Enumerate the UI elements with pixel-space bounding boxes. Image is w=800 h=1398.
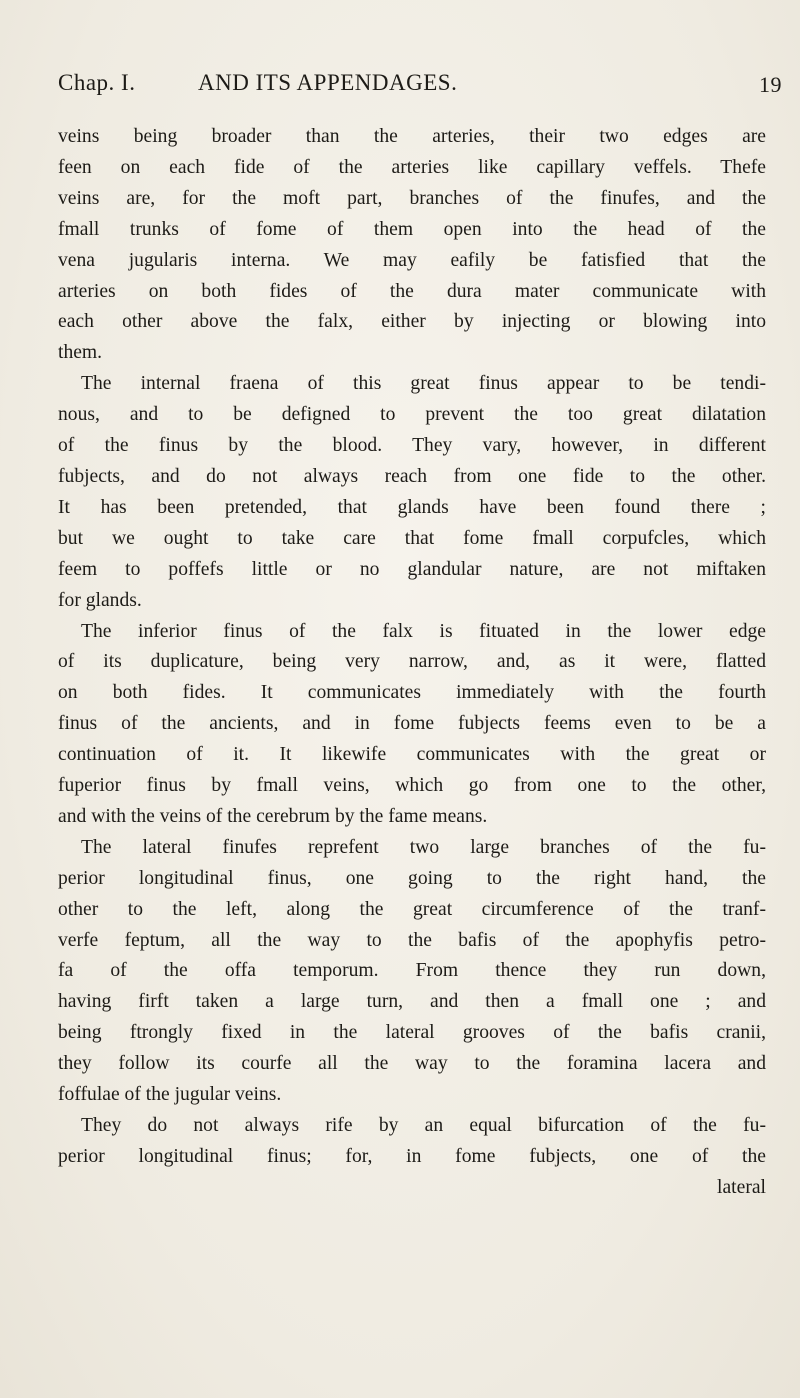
text-line: The internal fraena of this great finus appear to be tendi- — [81, 373, 766, 395]
text-line: veins are, for the moft part, branches of the finufes, and the — [58, 187, 766, 209]
text-line: fmall trunks of fome of them open into the head of the — [58, 218, 766, 240]
text-line: The inferior finus of the falx is fituated in the lower edge — [81, 620, 766, 642]
catchword: lateral — [717, 1176, 766, 1198]
body-text — [58, 122, 766, 1204]
text-line: and with the veins of the cerebrum by the fame means. — [58, 805, 488, 827]
page-number: 19 — [759, 72, 782, 97]
text-line: on both fides. It communicates immediately with the fourth — [58, 682, 766, 704]
text-line: vena jugularis interna. We may eafily be fatisfied that the — [58, 249, 766, 271]
paragraph — [58, 122, 766, 369]
chapter-label: Chap. I. — [58, 70, 136, 95]
text-line: perior longitudinal finus; for, in fome fubjects, one of the — [58, 1145, 766, 1167]
text-line: each other above the falx, either by injecting or blowing into — [58, 311, 766, 333]
text-line: perior longitudinal finus, one going to the right hand, the — [58, 867, 766, 889]
text-line: them. — [58, 342, 103, 364]
text-line: but we ought to take care that fome fmall corpufcles, which — [58, 527, 766, 549]
text-line: fa of the offa temporum. From thence they run down, — [58, 960, 766, 982]
text-line: other to the left, along the great circumference of the tranf- — [58, 898, 766, 920]
text-line: fubjects, and do not always reach from one fide to the other. — [58, 465, 766, 487]
text-line: having firft taken a large turn, and then a fmall one ; and — [58, 991, 766, 1013]
text-line: finus of the ancients, and in fome fubjects feems even to be a — [58, 713, 766, 735]
paragraph — [58, 833, 766, 1111]
text-line: foffulae of the jugular veins. — [58, 1084, 282, 1106]
text-line: They do not always rife by an equal bifurcation of the fu- — [81, 1115, 766, 1136]
text-line: feen on each fide of the arteries like capillary veffels. Thefe — [58, 156, 766, 178]
text-line: nous, and to be defigned to prevent the too great dilatation — [58, 404, 766, 426]
text-line: veins being broader than the arteries, their two edges are — [58, 126, 766, 147]
text-line: of its duplicature, being very narrow, and, as it were, flatted — [58, 651, 766, 673]
paragraph — [58, 617, 766, 833]
text-line: of the finus by the blood. They vary, however, in different — [58, 435, 766, 457]
running-header — [58, 70, 782, 104]
text-line: fuperior finus by fmall veins, which go from one to the other, — [58, 775, 766, 797]
text-line: The lateral finufes reprefent two large branches of the fu- — [81, 836, 766, 858]
running-title: AND ITS APPENDAGES. — [198, 70, 458, 95]
text-line: verfe feptum, all the way to the bafis of the apophyfis petro- — [58, 929, 766, 951]
paragraph — [58, 1111, 766, 1173]
text-line: being ftrongly fixed in the lateral grooves of the bafis cranii, — [58, 1022, 766, 1044]
text-line: continuation of it. It likewife communicates with the great or — [58, 744, 766, 766]
text-line: feem to poffefs little or no glandular nature, are not miftaken — [58, 558, 766, 580]
text-line: arteries on both fides of the dura mater communicate with — [58, 280, 766, 302]
text-line: It has been pretended, that glands have been found there ; — [58, 496, 766, 518]
text-line: they follow its courfe all the way to the foramina lacera and — [58, 1053, 766, 1075]
text-line: for glands. — [58, 589, 142, 611]
paragraph — [58, 369, 766, 616]
